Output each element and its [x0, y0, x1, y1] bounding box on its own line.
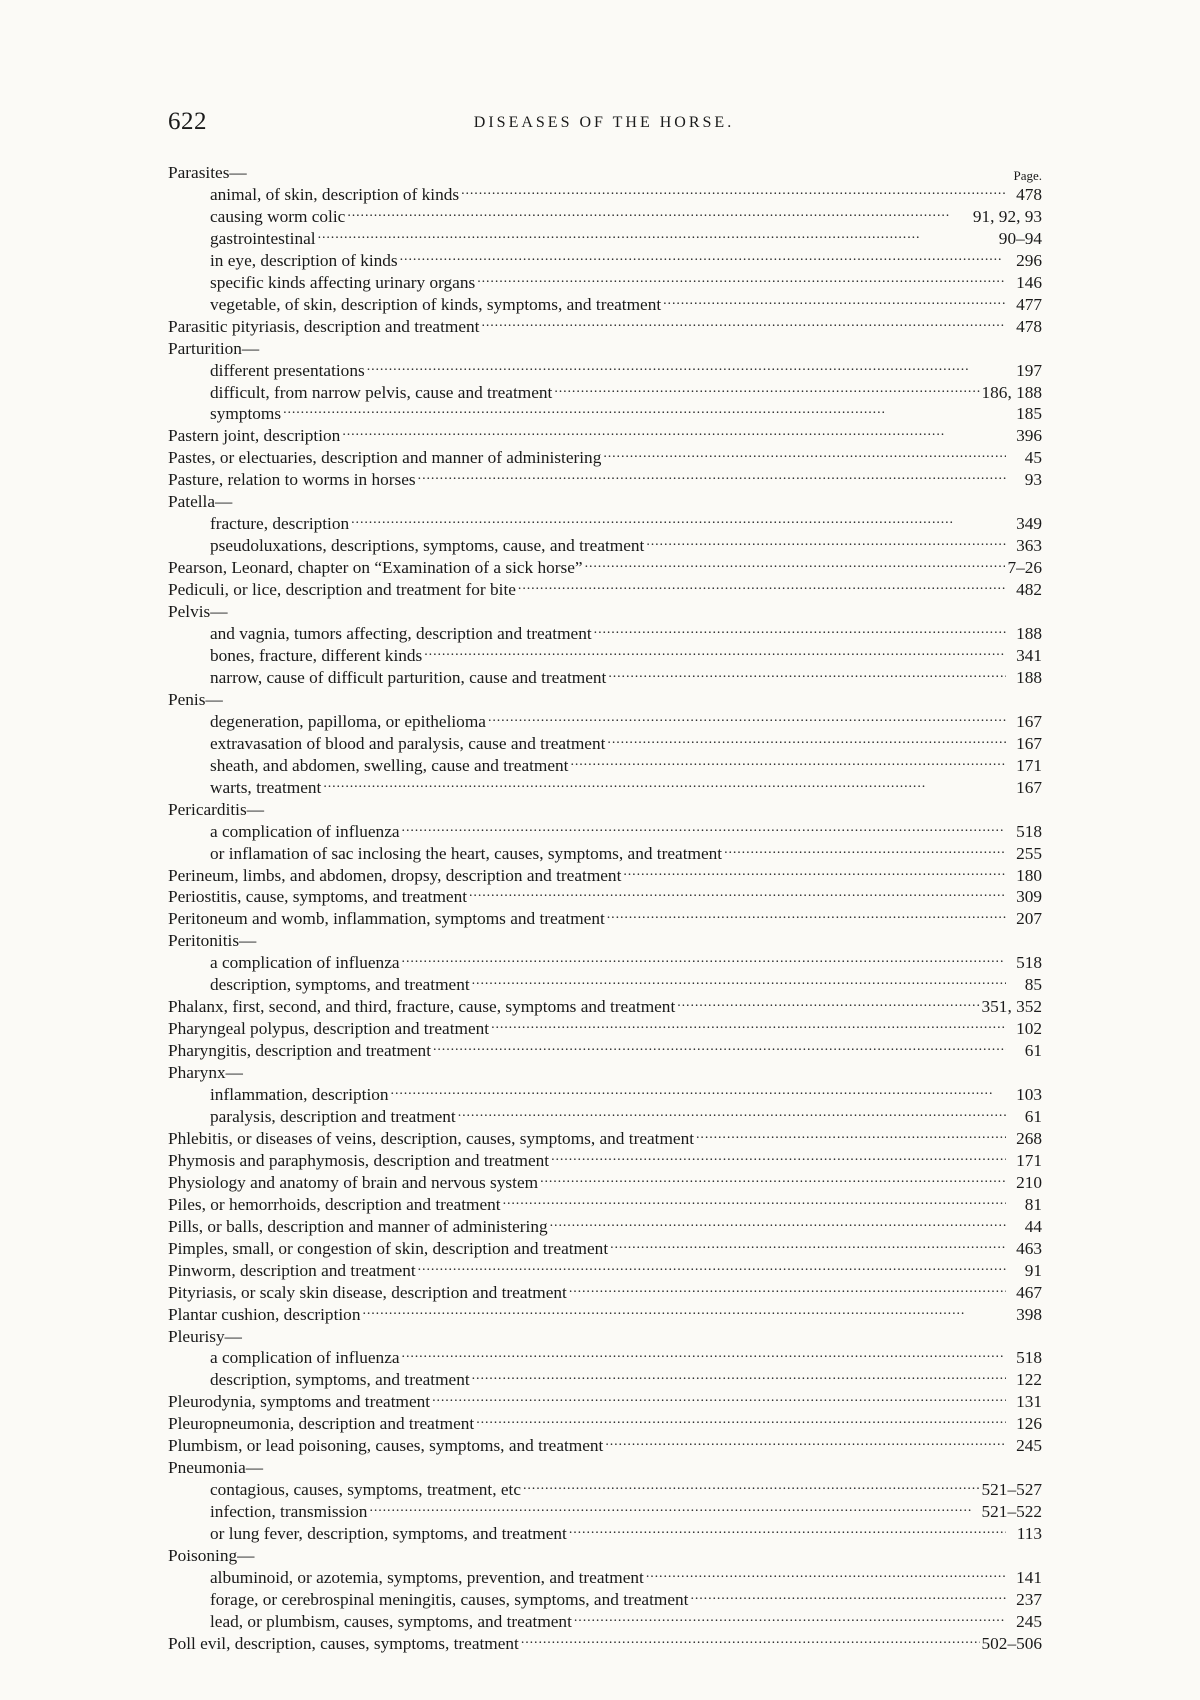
entry-text: animal, of skin, description of kinds	[210, 184, 460, 204]
dot-leader	[605, 1435, 1006, 1457]
index-subentry	[168, 1611, 1042, 1633]
page-reference: 188	[1016, 624, 1042, 644]
index-subentry	[168, 1369, 1042, 1391]
dot-leader	[518, 579, 1006, 601]
page-reference: 502–506	[981, 1633, 1042, 1653]
entry-text: bones, fracture, different kinds	[210, 645, 423, 665]
entry-text: Phalanx, first, second, and third, fracture, cause, symptoms and treatment	[168, 997, 676, 1017]
dot-leader	[472, 974, 1006, 996]
entry-text: Pastern joint, description	[168, 426, 341, 446]
index-subentry	[168, 1589, 1042, 1611]
index-subentry	[168, 711, 1042, 733]
index-entry	[168, 886, 1042, 908]
dot-leader	[323, 777, 1006, 799]
index-entry	[168, 1216, 1042, 1238]
entry-text: narrow, cause of difficult parturition, cause and treatment	[210, 667, 607, 687]
entry-text: gastrointestinal	[210, 228, 316, 248]
page-reference: 518	[1016, 821, 1042, 841]
entry-text: a complication of influenza	[210, 821, 400, 841]
entry-text: Peritonitis—	[168, 931, 257, 951]
entry-text: Plumbism, or lead poisoning, causes, symptoms, and treatment	[168, 1436, 604, 1456]
index-entry	[168, 689, 1042, 711]
dot-leader	[477, 272, 1006, 294]
index-subentry	[168, 755, 1042, 777]
dot-leader	[481, 316, 1006, 338]
page-reference: 245	[1016, 1611, 1042, 1631]
dot-leader	[458, 1106, 1006, 1128]
dot-leader	[677, 996, 979, 1018]
dot-leader	[318, 228, 997, 250]
entry-text: Pastes, or electuaries, description and manner of administering	[168, 448, 602, 468]
entry-text: warts, treatment	[210, 777, 322, 797]
entry-text: Pharyngitis, description and treatment	[168, 1041, 431, 1061]
dot-leader	[554, 382, 979, 404]
page-reference: 91, 92, 93	[972, 206, 1042, 226]
page-reference: 521–527	[981, 1480, 1042, 1500]
entry-text: Penis—	[168, 689, 223, 709]
entry-text: Plantar cushion, description	[168, 1304, 361, 1324]
dot-leader	[400, 250, 1006, 272]
index-subentry	[168, 403, 1042, 425]
entry-text: description, symptoms, and treatment	[210, 1370, 470, 1390]
index-entry	[168, 1260, 1042, 1282]
dot-leader	[690, 1589, 1006, 1611]
entry-text: Poisoning—	[168, 1546, 255, 1566]
dot-leader	[362, 1304, 1006, 1326]
entry-text: Pleurodynia, symptoms and treatment	[168, 1392, 431, 1412]
dot-leader	[610, 1238, 1006, 1260]
index-entry	[168, 1391, 1042, 1413]
dot-leader	[724, 843, 1006, 865]
entry-text: albuminoid, or azotemia, symptoms, prevention, and treatment	[210, 1568, 644, 1587]
index-subentry	[168, 952, 1042, 974]
index-subentry	[168, 1479, 1042, 1501]
index-subentry	[168, 184, 1042, 206]
entry-text: Pearson, Leonard, chapter on “Examination of a sick horse”	[168, 558, 583, 578]
page-reference: 521–522	[981, 1502, 1042, 1522]
dot-leader	[402, 821, 1006, 843]
entry-text: degeneration, papilloma, or epithelioma	[210, 711, 486, 731]
entry-text: Pneumonia—	[168, 1458, 264, 1478]
dot-leader	[472, 1369, 1006, 1391]
entry-text: Phymosis and paraphymosis, description and treatment	[168, 1150, 550, 1170]
page-number: 622	[168, 108, 207, 135]
entry-text: pseudoluxations, descriptions, symptoms, cause, and treatment	[210, 536, 645, 556]
index-entry	[168, 316, 1042, 338]
dot-leader	[402, 952, 1006, 974]
page-reference: 296	[1016, 250, 1042, 270]
entry-text: extravasation of blood and paralysis, cause and treatment	[210, 733, 606, 753]
page-reference: 396	[1016, 426, 1042, 446]
index-subentry	[168, 733, 1042, 755]
entry-text: forage, or cerebrospinal meningitis, causes, symptoms, and treatment	[210, 1589, 689, 1609]
page-reference: 45	[1024, 448, 1042, 468]
entry-text: Pleurisy—	[168, 1326, 242, 1346]
dot-leader	[476, 1413, 1006, 1435]
page-reference: 103	[1016, 1085, 1042, 1105]
dot-leader	[570, 755, 1006, 777]
index-entry	[168, 491, 1042, 513]
page-reference: 93	[1024, 470, 1042, 490]
entry-text: lead, or plumbism, causes, symptoms, and treatment	[210, 1611, 572, 1631]
entry-text: specific kinds affecting urinary organs	[210, 272, 476, 292]
running-title: DISEASES OF THE HORSE.	[473, 114, 735, 131]
page-reference: 167	[1016, 777, 1042, 797]
dot-leader	[594, 623, 1006, 645]
entry-text: difficult, from narrow pelvis, cause and treatment	[210, 382, 553, 402]
index-entry	[168, 447, 1042, 469]
page-reference: 518	[1016, 953, 1042, 973]
dot-leader	[585, 557, 1006, 579]
page-reference: 467	[1016, 1282, 1042, 1302]
index-subentry	[168, 1347, 1042, 1369]
index-entry	[168, 579, 1042, 601]
entry-text: description, symptoms, and treatment	[210, 975, 470, 995]
entry-text: causing worm colic	[210, 206, 346, 226]
dot-leader	[491, 1018, 1006, 1040]
page-reference: 237	[1016, 1589, 1042, 1609]
entry-text: Phlebitis, or diseases of veins, description, causes, symptoms, and treatment	[168, 1128, 695, 1148]
dot-leader	[351, 513, 1006, 535]
entry-text: inflammation, description	[210, 1085, 389, 1105]
page-reference: 85	[1024, 975, 1042, 995]
index-entry	[168, 1238, 1042, 1260]
index-entry	[168, 1128, 1042, 1150]
entry-text: sheath, and abdomen, swelling, cause and treatment	[210, 755, 569, 775]
index-entry	[168, 469, 1042, 491]
index-entry	[168, 1435, 1042, 1457]
page-reference: 478	[1016, 316, 1042, 336]
index-subentry	[168, 667, 1042, 689]
dot-leader	[607, 908, 1006, 930]
index-entry	[168, 601, 1042, 623]
index-entry	[168, 557, 1042, 579]
entry-text: fracture, description	[210, 514, 350, 534]
page-reference: 44	[1024, 1216, 1042, 1236]
dot-leader	[608, 667, 1006, 689]
index-entry	[168, 1018, 1042, 1040]
page-reference: 482	[1016, 580, 1042, 600]
index-entry	[168, 930, 1042, 952]
entry-text: Periostitis, cause, symptoms, and treatment	[168, 887, 468, 907]
dot-leader	[369, 1501, 979, 1523]
dot-leader	[523, 1479, 980, 1501]
page-reference: 188	[1016, 667, 1042, 687]
page-reference: 171	[1016, 1150, 1042, 1170]
dot-leader	[623, 865, 1006, 887]
entry-text: Poll evil, description, causes, symptoms, treatment	[168, 1633, 519, 1653]
entry-text: Pharynx—	[168, 1063, 243, 1083]
index-entry	[168, 1282, 1042, 1304]
index-subentry	[168, 623, 1042, 645]
index-subentry	[168, 1084, 1042, 1106]
page-reference: 146	[1016, 272, 1042, 292]
entry-text: Pasture, relation to worms in horses	[168, 470, 416, 490]
page-reference: 210	[1016, 1172, 1042, 1192]
dot-leader	[418, 469, 1006, 491]
page-reference: 126	[1016, 1414, 1042, 1434]
index-subentry	[168, 1567, 1042, 1589]
entry-text: symptoms	[210, 404, 282, 424]
entry-text: or lung fever, description, symptoms, and treatment	[210, 1524, 567, 1544]
index-entry	[168, 1545, 1042, 1567]
entry-text: Pills, or balls, description and manner of administering	[168, 1216, 548, 1236]
entry-text: Pimples, small, or congestion of skin, description and treatment	[168, 1238, 609, 1258]
page-reference: 398	[1016, 1304, 1042, 1324]
index-entry	[168, 1326, 1042, 1348]
entry-text: Physiology and anatomy of brain and nervous system	[168, 1172, 539, 1192]
page-reference: 185	[1016, 404, 1042, 424]
page-reference: 167	[1016, 733, 1042, 753]
page-reference: 478	[1016, 184, 1042, 204]
entry-text: contagious, causes, symptoms, treatment, etc	[210, 1480, 521, 1500]
page-reference: 186, 188	[981, 382, 1042, 402]
index-entry	[168, 338, 1042, 360]
entry-text: paralysis, description and treatment	[210, 1106, 456, 1126]
dot-leader	[696, 1128, 1006, 1150]
page-reference: 102	[1016, 1019, 1042, 1039]
dot-leader	[574, 1611, 1006, 1633]
page-reference: 477	[1016, 294, 1042, 314]
dot-leader	[488, 711, 1006, 733]
page-reference: 90–94	[998, 228, 1042, 248]
page-reference: 91	[1024, 1260, 1042, 1280]
index-subentry	[168, 272, 1042, 294]
index-subentry	[168, 843, 1042, 865]
dot-leader	[342, 425, 1006, 447]
dot-leader	[433, 1040, 1006, 1062]
dot-leader	[402, 1347, 1006, 1369]
page-reference: 131	[1016, 1392, 1042, 1412]
index-entry	[168, 908, 1042, 930]
dot-leader	[283, 403, 1006, 425]
index-subentry	[168, 250, 1042, 272]
index-entry	[168, 996, 1042, 1018]
dot-leader	[607, 733, 1006, 755]
dot-leader	[603, 447, 1006, 469]
index-subentry	[168, 513, 1042, 535]
entry-text: Perineum, limbs, and abdomen, dropsy, description and treatment	[168, 865, 622, 885]
index-subentry	[168, 535, 1042, 557]
entry-text: Pityriasis, or scaly skin disease, description and treatment	[168, 1282, 567, 1302]
dot-leader	[424, 645, 1006, 667]
dot-leader	[469, 886, 1006, 908]
page-reference: 180	[1016, 865, 1042, 885]
page-column-label: Page.	[1013, 168, 1042, 183]
index-entry	[168, 799, 1042, 821]
dot-leader	[551, 1150, 1006, 1172]
index-entry	[168, 1194, 1042, 1216]
index-subentry	[168, 1501, 1042, 1523]
entry-text: Pericarditis—	[168, 799, 264, 819]
index-entry	[168, 1150, 1042, 1172]
page-reference: 351, 352	[981, 997, 1042, 1017]
page-reference: 341	[1016, 645, 1042, 665]
index-subentry	[168, 821, 1042, 843]
index-entry	[168, 425, 1042, 447]
entry-text: Pediculi, or lice, description and treatment for bite	[168, 580, 516, 600]
dot-leader	[646, 1567, 1006, 1589]
index-entry	[168, 1633, 1042, 1655]
index-entry	[168, 1040, 1042, 1062]
dot-leader	[347, 206, 971, 228]
index-subentry	[168, 228, 1042, 250]
page-reference: 61	[1024, 1041, 1042, 1061]
index-subentry	[168, 294, 1042, 316]
page-reference: 171	[1016, 755, 1042, 775]
page-reference: 463	[1016, 1238, 1042, 1258]
index-entry	[168, 1172, 1042, 1194]
entry-text: Patella—	[168, 492, 233, 512]
entry-text: Peritoneum and womb, inflammation, symptoms and treatment	[168, 909, 605, 929]
entry-text: infection, transmission	[210, 1502, 368, 1522]
page-reference: 309	[1016, 887, 1042, 907]
dot-leader	[461, 184, 1006, 206]
entry-text: vegetable, of skin, description of kinds, symptoms, and treatment	[210, 294, 662, 314]
entry-text: or inflamation of sac inclosing the heart, causes, symptoms, and treatment	[210, 843, 723, 863]
dot-leader	[540, 1172, 1006, 1194]
page-reference: 518	[1016, 1348, 1042, 1368]
index-subentry	[168, 1523, 1042, 1545]
entry-text: Pharyngeal polypus, description and treatment	[168, 1019, 490, 1039]
page-reference: 61	[1024, 1106, 1042, 1126]
page-reference: 197	[1016, 360, 1042, 380]
index-entry	[168, 865, 1042, 887]
page-reference: 268	[1016, 1128, 1042, 1148]
page-reference: 207	[1016, 909, 1042, 929]
entry-text: and vagnia, tumors affecting, description and treatment	[210, 624, 592, 644]
page-reference: 141	[1016, 1568, 1042, 1587]
index-entry	[168, 1457, 1042, 1479]
page-reference: 167	[1016, 711, 1042, 731]
index-subentry	[168, 777, 1042, 799]
index-subentry	[168, 1106, 1042, 1128]
index-entry	[168, 1413, 1042, 1435]
index-subentry	[168, 974, 1042, 996]
page-reference: 245	[1016, 1436, 1042, 1456]
index-subentry	[168, 382, 1042, 404]
page-reference: 81	[1024, 1194, 1042, 1214]
entry-text: in eye, description of kinds	[210, 250, 398, 270]
dot-leader	[569, 1523, 1006, 1545]
dot-leader	[521, 1633, 980, 1655]
dot-leader	[503, 1194, 1006, 1216]
page-reference: 122	[1016, 1370, 1042, 1390]
page-reference: 363	[1016, 536, 1042, 556]
dot-leader	[550, 1216, 1006, 1238]
entry-text: Parasites—	[168, 163, 247, 182]
entry-text: Parturition—	[168, 338, 260, 358]
page-reference: 255	[1016, 843, 1042, 863]
page-reference: 349	[1016, 514, 1042, 534]
index-subentry	[168, 645, 1042, 667]
index-list	[168, 162, 1042, 1655]
dot-leader	[418, 1260, 1006, 1282]
entry-text: Piles, or hemorrhoids, description and treatment	[168, 1194, 501, 1214]
index-entry	[168, 1062, 1042, 1084]
entry-text: a complication of influenza	[210, 1348, 400, 1368]
entry-text: different presentations	[210, 360, 365, 380]
index-subentry	[168, 206, 1042, 228]
entry-text: Pleuropneumonia, description and treatment	[168, 1414, 475, 1434]
page-reference: 113	[1016, 1524, 1042, 1544]
dot-leader	[367, 360, 1006, 382]
index-entry	[168, 162, 1042, 184]
entry-text: Parasitic pityriasis, description and treatment	[168, 316, 480, 336]
index-subentry	[168, 360, 1042, 382]
dot-leader	[432, 1391, 1006, 1413]
dot-leader	[569, 1282, 1006, 1304]
index-entry	[168, 1304, 1042, 1326]
page-header	[168, 108, 1040, 148]
entry-text: a complication of influenza	[210, 953, 400, 973]
page-reference: 7–26	[1007, 558, 1042, 578]
dot-leader	[663, 294, 1006, 316]
entry-text: Pinworm, description and treatment	[168, 1260, 416, 1280]
dot-leader	[646, 535, 1006, 557]
dot-leader	[391, 1084, 1006, 1106]
entry-text: Pelvis—	[168, 602, 228, 622]
